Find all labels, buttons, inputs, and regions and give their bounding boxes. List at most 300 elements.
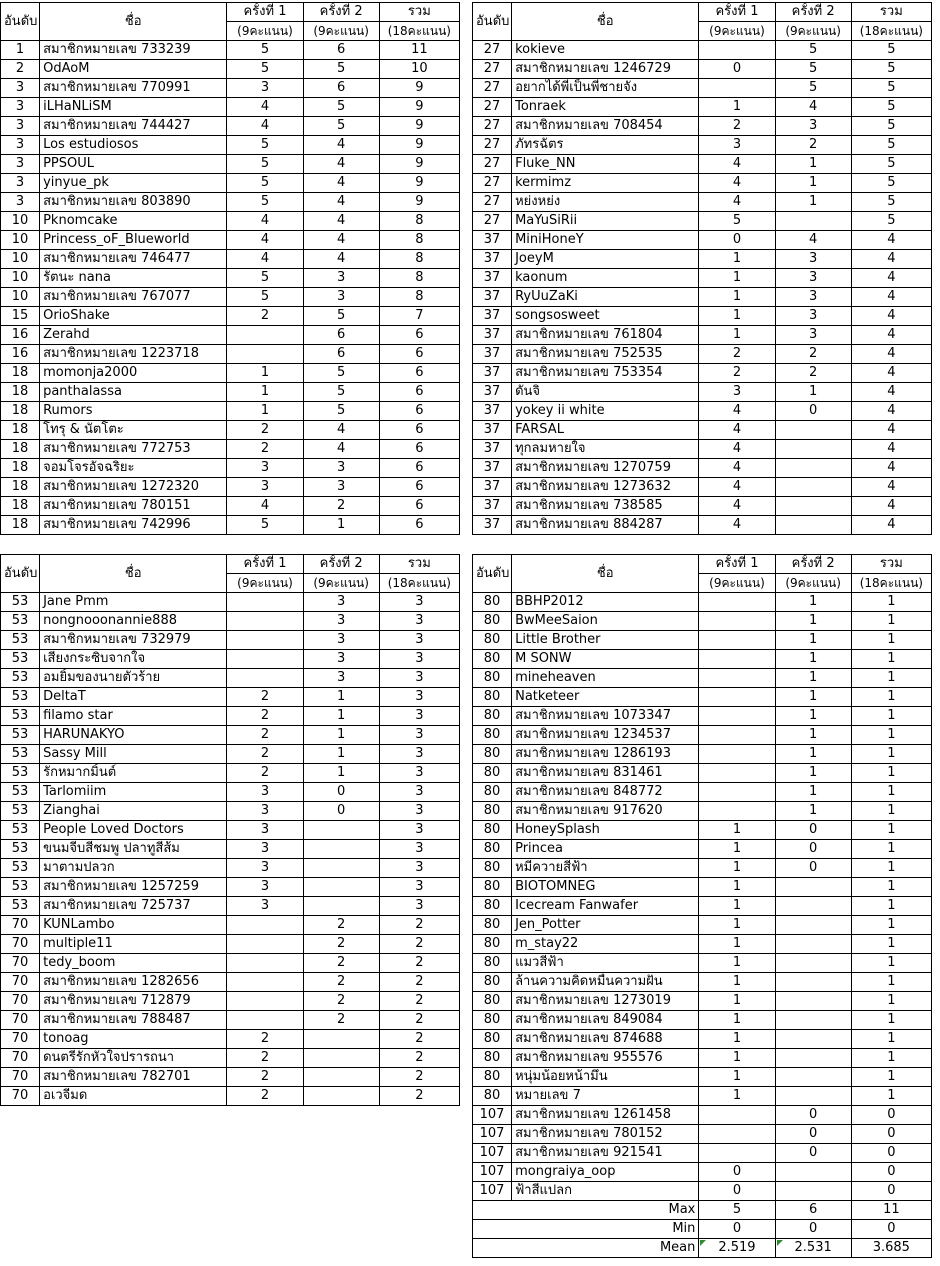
total-cell: 6 (379, 421, 459, 440)
round2-cell: 2 (775, 136, 851, 155)
name-cell: สมาชิกหมายเลข 1286193 (512, 745, 699, 764)
round1-cell: 3 (227, 478, 303, 497)
round1-cell (227, 612, 303, 631)
name-cell: สมาชิกหมายเลข 1272320 (40, 478, 227, 497)
rank-cell: 18 (1, 383, 40, 402)
table-row (1, 707, 460, 726)
name-cell: ล้านความคิดหมื่นความฝัน (512, 973, 699, 992)
round1-cell: 1 (699, 1011, 775, 1030)
total-cell: 1 (851, 1011, 931, 1030)
rank-cell: 80 (473, 954, 512, 973)
name-cell: สมาชิกหมายเลข 725737 (40, 897, 227, 916)
total-cell: 4 (851, 440, 931, 459)
round2-cell: 5 (303, 402, 379, 421)
name-cell: สมาชิกหมายเลข 803890 (40, 193, 227, 212)
round1-cell: 1 (699, 1030, 775, 1049)
rank-cell: 3 (1, 193, 40, 212)
name-cell: ฟ้าสีแปลก (512, 1182, 699, 1201)
header-total-max: (18คะแนน) (379, 22, 459, 41)
total-cell: 4 (851, 345, 931, 364)
round1-cell: 2 (227, 307, 303, 326)
round2-cell: 1 (775, 783, 851, 802)
round1-cell: 4 (699, 497, 775, 516)
header-round2-max: (9คะแนน) (303, 22, 379, 41)
table-row (473, 307, 932, 326)
table-row (473, 764, 932, 783)
table-row (473, 688, 932, 707)
round1-cell: 5 (227, 41, 303, 60)
round2-cell (775, 1068, 851, 1087)
header-round1-max: (9คะแนน) (227, 22, 303, 41)
rank-cell: 70 (1, 973, 40, 992)
round1-cell: 2 (227, 688, 303, 707)
table-row (473, 916, 932, 935)
total-cell: 1 (851, 726, 931, 745)
name-cell: สมาชิกหมายเลข 1270759 (512, 459, 699, 478)
total-cell: 1 (851, 1049, 931, 1068)
round1-cell: 5 (227, 155, 303, 174)
name-cell: Los estudiosos (40, 136, 227, 155)
table-row (473, 345, 932, 364)
round2-cell: 5 (303, 383, 379, 402)
round1-cell: 1 (699, 1087, 775, 1106)
header-round1: ครั้งที่ 1 (699, 555, 775, 574)
rank-cell: 37 (473, 307, 512, 326)
round2-cell: 4 (303, 174, 379, 193)
name-cell: สมาชิกหมายเลข 831461 (512, 764, 699, 783)
total-cell: 4 (851, 307, 931, 326)
table-row (473, 326, 932, 345)
table-row (473, 174, 932, 193)
ranking-table-2 (472, 2, 932, 535)
name-cell: Rumors (40, 402, 227, 421)
total-cell: 0 (851, 1163, 931, 1182)
round2-cell (775, 1011, 851, 1030)
total-cell: 6 (379, 459, 459, 478)
table-row (473, 783, 932, 802)
rank-cell: 80 (473, 1087, 512, 1106)
header-round2: ครั้งที่ 2 (303, 555, 379, 574)
rank-cell: 27 (473, 60, 512, 79)
stats-r2-cell: 2.531 (775, 1239, 851, 1258)
rank-cell: 107 (473, 1106, 512, 1125)
name-cell: mineheaven (512, 669, 699, 688)
rank-cell: 107 (473, 1125, 512, 1144)
total-cell: 2 (379, 973, 459, 992)
round2-cell: 5 (303, 364, 379, 383)
round1-cell: 1 (699, 840, 775, 859)
round1-cell: 2 (227, 1049, 303, 1068)
table-row (473, 288, 932, 307)
rank-cell: 37 (473, 440, 512, 459)
name-cell: หมายเลข 7 (512, 1087, 699, 1106)
table-row (473, 478, 932, 497)
table-row (473, 440, 932, 459)
table-row (1, 60, 460, 79)
total-cell: 5 (851, 41, 931, 60)
round2-cell: 4 (303, 250, 379, 269)
name-cell: momonja2000 (40, 364, 227, 383)
round1-cell (227, 973, 303, 992)
round2-cell: 4 (303, 155, 379, 174)
stats-label: Mean (473, 1239, 699, 1258)
rank-cell: 80 (473, 859, 512, 878)
rank-cell: 70 (1, 1011, 40, 1030)
round1-cell: 5 (227, 136, 303, 155)
rank-cell: 80 (473, 840, 512, 859)
rank-cell: 53 (1, 593, 40, 612)
rank-cell: 53 (1, 821, 40, 840)
rank-cell: 37 (473, 478, 512, 497)
name-cell: เสียงกระซิบจากใจ (40, 650, 227, 669)
name-cell: KUNLambo (40, 916, 227, 935)
total-cell: 1 (851, 1030, 931, 1049)
round1-cell: 1 (699, 250, 775, 269)
name-cell: จอมโจรอัจฉริยะ (40, 459, 227, 478)
name-cell: Jane Pmm (40, 593, 227, 612)
rank-cell: 53 (1, 783, 40, 802)
round2-cell (775, 497, 851, 516)
name-cell: สมาชิกหมายเลข 1223718 (40, 345, 227, 364)
rank-cell: 3 (1, 117, 40, 136)
round2-cell (775, 421, 851, 440)
total-cell: 6 (379, 516, 459, 535)
rank-cell: 16 (1, 345, 40, 364)
round1-cell (699, 707, 775, 726)
rank-cell: 107 (473, 1182, 512, 1201)
header-name: ชื่อ (512, 3, 699, 41)
round2-cell: 5 (775, 41, 851, 60)
round1-cell: 3 (227, 79, 303, 98)
round1-cell: 2 (227, 726, 303, 745)
rank-cell: 37 (473, 288, 512, 307)
total-cell: 1 (851, 745, 931, 764)
round2-cell: 0 (775, 840, 851, 859)
round1-cell: 2 (227, 421, 303, 440)
round1-cell (699, 612, 775, 631)
table-row (473, 1144, 932, 1163)
round1-cell: 4 (227, 250, 303, 269)
round1-cell: 1 (699, 954, 775, 973)
table-row (1, 650, 460, 669)
round2-cell: 5 (303, 117, 379, 136)
name-cell: ดนตรีรักหัวใจปรารถนา (40, 1049, 227, 1068)
table-row (1, 1030, 460, 1049)
table-row (1, 516, 460, 535)
table-row (1, 288, 460, 307)
name-cell: mongraiya_oop (512, 1163, 699, 1182)
total-cell: 4 (851, 269, 931, 288)
name-cell: รัตนะ nana (40, 269, 227, 288)
round1-cell: 4 (699, 421, 775, 440)
rank-cell: 53 (1, 802, 40, 821)
rank-cell: 70 (1, 1030, 40, 1049)
total-cell: 1 (851, 859, 931, 878)
total-cell: 8 (379, 269, 459, 288)
round1-cell: 3 (227, 802, 303, 821)
name-cell: สมาชิกหมายเลข 884287 (512, 516, 699, 535)
round2-cell (303, 1068, 379, 1087)
round1-cell: 1 (699, 288, 775, 307)
name-cell: multiple11 (40, 935, 227, 954)
total-cell: 2 (379, 1030, 459, 1049)
table-row (1, 136, 460, 155)
table-row (1, 764, 460, 783)
round2-cell: 1 (775, 612, 851, 631)
table-row (1, 745, 460, 764)
rank-cell: 53 (1, 859, 40, 878)
round2-cell: 1 (775, 707, 851, 726)
name-cell: หนุ่มน้อยหน้ามึน (512, 1068, 699, 1087)
name-cell: Princea (512, 840, 699, 859)
total-cell: 4 (851, 421, 931, 440)
table-row (473, 231, 932, 250)
name-cell: สมาชิกหมายเลข 742996 (40, 516, 227, 535)
round2-cell: 2 (303, 954, 379, 973)
rank-cell: 80 (473, 935, 512, 954)
table-row (473, 878, 932, 897)
name-cell: สมาชิกหมายเลข 921541 (512, 1144, 699, 1163)
table-row (1, 231, 460, 250)
round2-cell: 3 (775, 250, 851, 269)
round2-cell: 1 (303, 764, 379, 783)
name-cell: สมาชิกหมายเลข 753354 (512, 364, 699, 383)
round1-cell: 2 (699, 364, 775, 383)
round1-cell: 1 (699, 1068, 775, 1087)
round2-cell (775, 916, 851, 935)
round1-cell (227, 992, 303, 1011)
round2-cell (775, 954, 851, 973)
table-row (1, 973, 460, 992)
header-rank: อันดับ (1, 555, 40, 593)
stats-label: Max (473, 1201, 699, 1220)
round2-cell: 0 (775, 1144, 851, 1163)
total-cell: 2 (379, 916, 459, 935)
rank-cell: 10 (1, 269, 40, 288)
total-cell: 9 (379, 136, 459, 155)
total-cell: 5 (851, 98, 931, 117)
table-row (1, 345, 460, 364)
name-cell: สมาชิกหมายเลข 1273019 (512, 992, 699, 1011)
round2-cell: 0 (775, 402, 851, 421)
table-row (1, 840, 460, 859)
name-cell: สมาชิกหมายเลข 1273632 (512, 478, 699, 497)
rank-cell: 18 (1, 459, 40, 478)
table-row (473, 821, 932, 840)
table-row (473, 935, 932, 954)
total-cell: 1 (851, 688, 931, 707)
total-cell: 5 (851, 79, 931, 98)
round1-cell: 5 (227, 288, 303, 307)
round1-cell (227, 916, 303, 935)
rank-cell: 3 (1, 136, 40, 155)
round1-cell: 5 (699, 212, 775, 231)
name-cell: HARUNAKYO (40, 726, 227, 745)
name-cell: สมาชิกหมายเลข 767077 (40, 288, 227, 307)
ranking-table-1 (0, 2, 460, 535)
rank-cell: 53 (1, 650, 40, 669)
round2-cell: 1 (775, 688, 851, 707)
round1-cell: 1 (227, 402, 303, 421)
round2-cell (775, 516, 851, 535)
total-cell: 4 (851, 478, 931, 497)
table-row (473, 155, 932, 174)
table-row (1, 783, 460, 802)
name-cell: iLHaNLiSM (40, 98, 227, 117)
total-cell: 1 (851, 1068, 931, 1087)
rank-cell: 80 (473, 650, 512, 669)
header-round1: ครั้งที่ 1 (699, 3, 775, 22)
rank-cell: 3 (1, 155, 40, 174)
round2-cell: 1 (303, 745, 379, 764)
rank-cell: 53 (1, 726, 40, 745)
rank-cell: 80 (473, 1049, 512, 1068)
round2-cell: 1 (303, 726, 379, 745)
round2-cell: 1 (775, 155, 851, 174)
total-cell: 1 (851, 650, 931, 669)
total-cell: 3 (379, 631, 459, 650)
total-cell: 5 (851, 212, 931, 231)
round2-cell: 5 (303, 307, 379, 326)
table-row (473, 98, 932, 117)
table-row (1, 593, 460, 612)
name-cell: DeltaT (40, 688, 227, 707)
name-cell: สมาชิกหมายเลข 732979 (40, 631, 227, 650)
header-row (473, 3, 932, 22)
table-row (1, 688, 460, 707)
table-row (1, 1011, 460, 1030)
round2-cell (303, 821, 379, 840)
name-cell: Zianghai (40, 802, 227, 821)
round2-cell: 4 (303, 421, 379, 440)
name-cell: yokey ii white (512, 402, 699, 421)
rank-cell: 80 (473, 783, 512, 802)
total-cell: 5 (851, 193, 931, 212)
name-cell: JoeyM (512, 250, 699, 269)
name-cell: FARSAL (512, 421, 699, 440)
table-row (1, 497, 460, 516)
table-row (1, 440, 460, 459)
round2-cell: 0 (775, 821, 851, 840)
total-cell: 3 (379, 764, 459, 783)
rank-cell: 27 (473, 174, 512, 193)
round2-cell: 3 (303, 478, 379, 497)
table-row (473, 421, 932, 440)
table-row (473, 992, 932, 1011)
rank-cell: 37 (473, 402, 512, 421)
total-cell: 6 (379, 440, 459, 459)
total-cell: 7 (379, 307, 459, 326)
rank-cell: 107 (473, 1163, 512, 1182)
table-row (473, 593, 932, 612)
total-cell: 3 (379, 707, 459, 726)
round2-cell: 5 (775, 79, 851, 98)
table-row (473, 631, 932, 650)
round1-cell: 1 (699, 935, 775, 954)
round1-cell: 2 (227, 1087, 303, 1106)
name-cell: สมาชิกหมายเลข 761804 (512, 326, 699, 345)
header-round2: ครั้งที่ 2 (775, 555, 851, 574)
round2-cell: 4 (303, 231, 379, 250)
table-row (1, 326, 460, 345)
round1-cell (227, 650, 303, 669)
header-name: ชื่อ (512, 555, 699, 593)
rank-cell: 53 (1, 669, 40, 688)
round2-cell: 2 (303, 973, 379, 992)
table-row (1, 421, 460, 440)
total-cell: 6 (379, 383, 459, 402)
table-row (473, 364, 932, 383)
round2-cell: 3 (303, 459, 379, 478)
name-cell: Natketeer (512, 688, 699, 707)
round2-cell: 0 (775, 1125, 851, 1144)
round2-cell: 2 (775, 345, 851, 364)
total-cell: 3 (379, 593, 459, 612)
rank-cell: 53 (1, 707, 40, 726)
header-name: ชื่อ (40, 3, 227, 41)
round2-cell (775, 459, 851, 478)
name-cell: M SONW (512, 650, 699, 669)
name-cell: สมาชิกหมายเลข 1246729 (512, 60, 699, 79)
rank-cell: 3 (1, 79, 40, 98)
name-cell: songsosweet (512, 307, 699, 326)
total-cell: 6 (379, 497, 459, 516)
total-cell: 4 (851, 250, 931, 269)
round1-cell: 1 (227, 364, 303, 383)
round1-cell: 4 (227, 98, 303, 117)
total-cell: 3 (379, 745, 459, 764)
table-row (473, 973, 932, 992)
name-cell: สมาชิกหมายเลข 738585 (512, 497, 699, 516)
header-row (1, 3, 460, 22)
round2-cell (775, 992, 851, 1011)
name-cell: panthalassa (40, 383, 227, 402)
rank-cell: 10 (1, 212, 40, 231)
header-row (473, 555, 932, 574)
table-row (1, 117, 460, 136)
name-cell: Princess_oF_Blueworld (40, 231, 227, 250)
name-cell: หย่งหย่ง (512, 193, 699, 212)
rank-cell: 80 (473, 821, 512, 840)
total-cell: 9 (379, 117, 459, 136)
rank-cell: 80 (473, 1011, 512, 1030)
name-cell: สมาชิกหมายเลข 849084 (512, 1011, 699, 1030)
table-row (473, 745, 932, 764)
header-total: รวม (851, 3, 931, 22)
header-round2-max: (9คะแนน) (775, 574, 851, 593)
table-row (473, 212, 932, 231)
total-cell: 11 (379, 41, 459, 60)
round2-cell (775, 212, 851, 231)
round2-cell (775, 897, 851, 916)
total-cell: 3 (379, 897, 459, 916)
rank-cell: 27 (473, 79, 512, 98)
round1-cell (227, 954, 303, 973)
round2-cell: 3 (303, 650, 379, 669)
rank-cell: 70 (1, 916, 40, 935)
round1-cell (699, 79, 775, 98)
rank-cell: 18 (1, 478, 40, 497)
stats-r1-cell: 2.519 (699, 1239, 775, 1258)
round1-cell: 5 (227, 193, 303, 212)
round2-cell: 2 (303, 1011, 379, 1030)
rank-cell: 16 (1, 326, 40, 345)
round1-cell: 4 (699, 402, 775, 421)
round1-cell (699, 1106, 775, 1125)
round2-cell: 1 (775, 174, 851, 193)
round1-cell: 0 (699, 1182, 775, 1201)
round1-cell (699, 669, 775, 688)
